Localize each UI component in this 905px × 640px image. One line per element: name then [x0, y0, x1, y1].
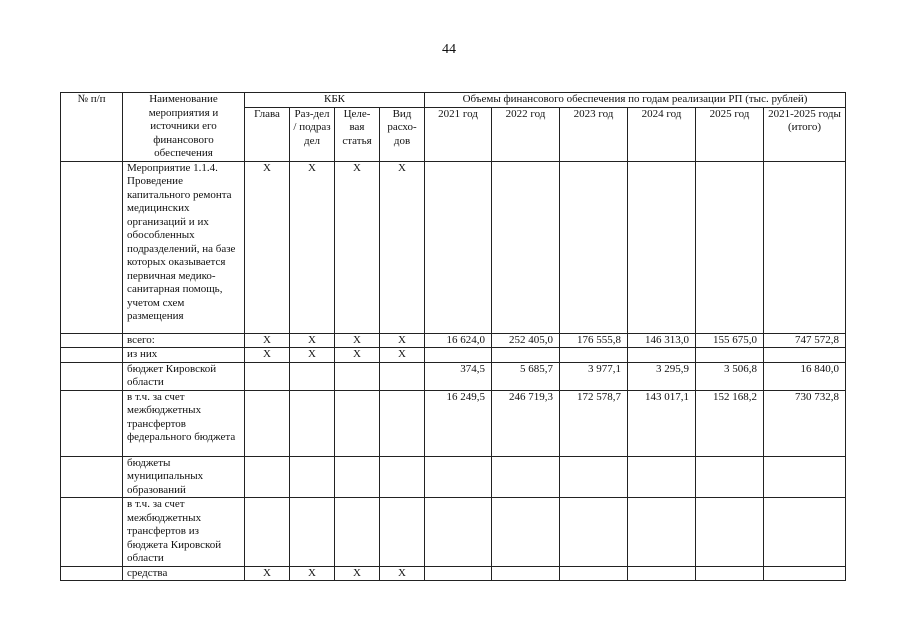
table-row [61, 362, 846, 390]
row-name: из них [123, 348, 245, 363]
kbk-cell: X [335, 348, 380, 363]
row-name: Мероприятие 1.1.4. Проведение капитального ремонта медицинских организаций и их обособленных подразделений, на базе которых оказывается первичная медико-санитарная помощь, учетом схем размещения [123, 161, 245, 333]
table-row [61, 498, 846, 567]
value-cell [492, 498, 560, 567]
value-cell: 155 675,0 [696, 333, 764, 348]
header-row-1 [61, 93, 846, 108]
row-num-cell [61, 390, 123, 456]
row-num-cell [61, 333, 123, 348]
kbk-cell: X [245, 348, 290, 363]
header-kbk-col: Глава [245, 107, 290, 161]
row-name: в т.ч. за счет межбюджетных трансфертов из бюджета Кировской области [123, 498, 245, 567]
header-year: 2021 год [425, 107, 492, 161]
row-name: средства [123, 566, 245, 581]
value-cell: 143 017,1 [628, 390, 696, 456]
kbk-cell: X [245, 161, 290, 333]
kbk-cell: X [380, 348, 425, 363]
header-kbk-col: Раз-дел / подраз дел [290, 107, 335, 161]
row-name: всего: [123, 333, 245, 348]
kbk-cell [380, 390, 425, 456]
value-cell: 16 840,0 [764, 362, 846, 390]
kbk-cell: X [245, 566, 290, 581]
kbk-cell: X [245, 333, 290, 348]
row-num-cell [61, 348, 123, 363]
value-cell: 5 685,7 [492, 362, 560, 390]
header-year: 2022 год [492, 107, 560, 161]
table-row [61, 456, 846, 498]
kbk-cell [335, 498, 380, 567]
value-cell: 3 977,1 [560, 362, 628, 390]
kbk-cell [245, 362, 290, 390]
value-cell [764, 161, 846, 333]
kbk-cell: X [380, 161, 425, 333]
table-row [61, 348, 846, 363]
value-cell: 246 719,3 [492, 390, 560, 456]
value-cell [696, 456, 764, 498]
row-num-cell [61, 498, 123, 567]
value-cell [425, 498, 492, 567]
kbk-cell: X [335, 161, 380, 333]
value-cell [628, 498, 696, 567]
row-num-cell [61, 456, 123, 498]
value-cell [425, 348, 492, 363]
header-year: 2024 год [628, 107, 696, 161]
value-cell: 3 506,8 [696, 362, 764, 390]
value-cell [560, 456, 628, 498]
value-cell [492, 348, 560, 363]
kbk-cell [380, 362, 425, 390]
value-cell [492, 566, 560, 581]
kbk-cell: X [290, 348, 335, 363]
value-cell [425, 456, 492, 498]
value-cell [560, 498, 628, 567]
kbk-cell [245, 498, 290, 567]
value-cell: 16 249,5 [425, 390, 492, 456]
value-cell [425, 566, 492, 581]
table-row [61, 390, 846, 456]
header-year: 2025 год [696, 107, 764, 161]
kbk-cell [290, 456, 335, 498]
table-row [61, 566, 846, 581]
kbk-cell [380, 456, 425, 498]
kbk-cell: X [380, 566, 425, 581]
value-cell [492, 456, 560, 498]
kbk-cell [245, 456, 290, 498]
value-cell [492, 161, 560, 333]
header-year: 2021-2025 годы (итого) [764, 107, 846, 161]
header-kbk-col: Целе-вая статья [335, 107, 380, 161]
value-cell: 252 405,0 [492, 333, 560, 348]
table-row [61, 161, 846, 333]
header-volumes: Объемы финансового обеспечения по годам реализации РП (тыс. рублей) [425, 93, 846, 108]
kbk-cell [245, 390, 290, 456]
row-name: в т.ч. за счет межбюджетных трансфертов федерального бюджета [123, 390, 245, 456]
value-cell: 374,5 [425, 362, 492, 390]
value-cell: 176 555,8 [560, 333, 628, 348]
value-cell [560, 566, 628, 581]
value-cell [425, 161, 492, 333]
kbk-cell: X [290, 161, 335, 333]
row-num-cell [61, 362, 123, 390]
value-cell: 146 313,0 [628, 333, 696, 348]
row-name: бюджеты муниципальных образований [123, 456, 245, 498]
value-cell: 172 578,7 [560, 390, 628, 456]
header-year: 2023 год [560, 107, 628, 161]
kbk-cell [335, 362, 380, 390]
value-cell [764, 498, 846, 567]
value-cell [628, 456, 696, 498]
value-cell [696, 566, 764, 581]
value-cell: 747 572,8 [764, 333, 846, 348]
row-name: бюджет Кировской области [123, 362, 245, 390]
value-cell [628, 161, 696, 333]
header-kbk: КБК [245, 93, 425, 108]
kbk-cell [290, 498, 335, 567]
value-cell [696, 348, 764, 363]
kbk-cell: X [335, 566, 380, 581]
value-cell: 730 732,8 [764, 390, 846, 456]
page-number: 44 [442, 42, 456, 57]
value-cell [560, 161, 628, 333]
row-num-cell [61, 161, 123, 333]
header-kbk-col: Вид расхо-дов [380, 107, 425, 161]
kbk-cell [290, 362, 335, 390]
kbk-cell: X [335, 333, 380, 348]
value-cell [764, 566, 846, 581]
table-row [61, 333, 846, 348]
value-cell [696, 498, 764, 567]
kbk-cell: X [290, 566, 335, 581]
value-cell: 3 295,9 [628, 362, 696, 390]
kbk-cell [335, 456, 380, 498]
header-num: № п/п [61, 93, 123, 162]
value-cell [764, 456, 846, 498]
header-name: Наименование мероприятия и источники его финансового обеспечения [123, 93, 245, 162]
kbk-cell [380, 498, 425, 567]
value-cell: 152 168,2 [696, 390, 764, 456]
value-cell [628, 566, 696, 581]
value-cell: 16 624,0 [425, 333, 492, 348]
value-cell [628, 348, 696, 363]
value-cell [764, 348, 846, 363]
financing-table [60, 92, 846, 581]
value-cell [696, 161, 764, 333]
kbk-cell [290, 390, 335, 456]
kbk-cell: X [290, 333, 335, 348]
row-num-cell [61, 566, 123, 581]
kbk-cell: X [380, 333, 425, 348]
kbk-cell [335, 390, 380, 456]
value-cell [560, 348, 628, 363]
